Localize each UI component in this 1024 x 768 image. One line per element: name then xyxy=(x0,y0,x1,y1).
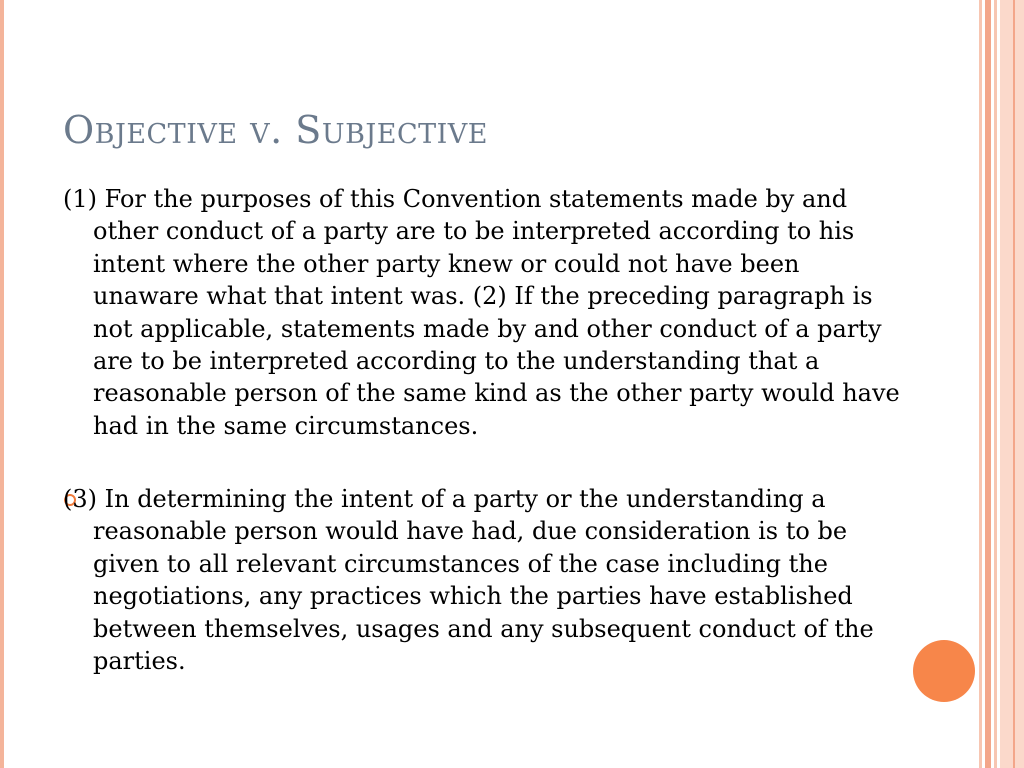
right-stripe xyxy=(985,0,991,768)
slide-title: Objective v. Subjective xyxy=(63,108,489,152)
right-stripe xyxy=(1000,0,1024,768)
paragraph-one: (1) For the purposes of this Convention statements made by and other conduct of a party are to be interpreted according to his intent where the other party knew or could not have been unaware what that intent was. (2) If the preceding paragraph is not applicable, statements made by and other conduct of a party are to be interpreted according to the understanding that a reasonable person of the same kind as the other party would have had in the same circumstances. xyxy=(63,185,900,440)
paragraph-two: (3) In determining the intent of a party or the understanding a reasonable person would have had, due consideration is to be given to all relevant circumstances of the case including the negotiations, any practices which the parties have established between themselves, usages and any subsequent conduct of the parties. xyxy=(63,485,874,676)
right-stripe xyxy=(1013,0,1015,768)
right-stripe xyxy=(994,0,997,768)
left-border xyxy=(0,0,4,768)
orange-circle-decoration xyxy=(913,640,975,702)
right-stripe xyxy=(979,0,982,768)
